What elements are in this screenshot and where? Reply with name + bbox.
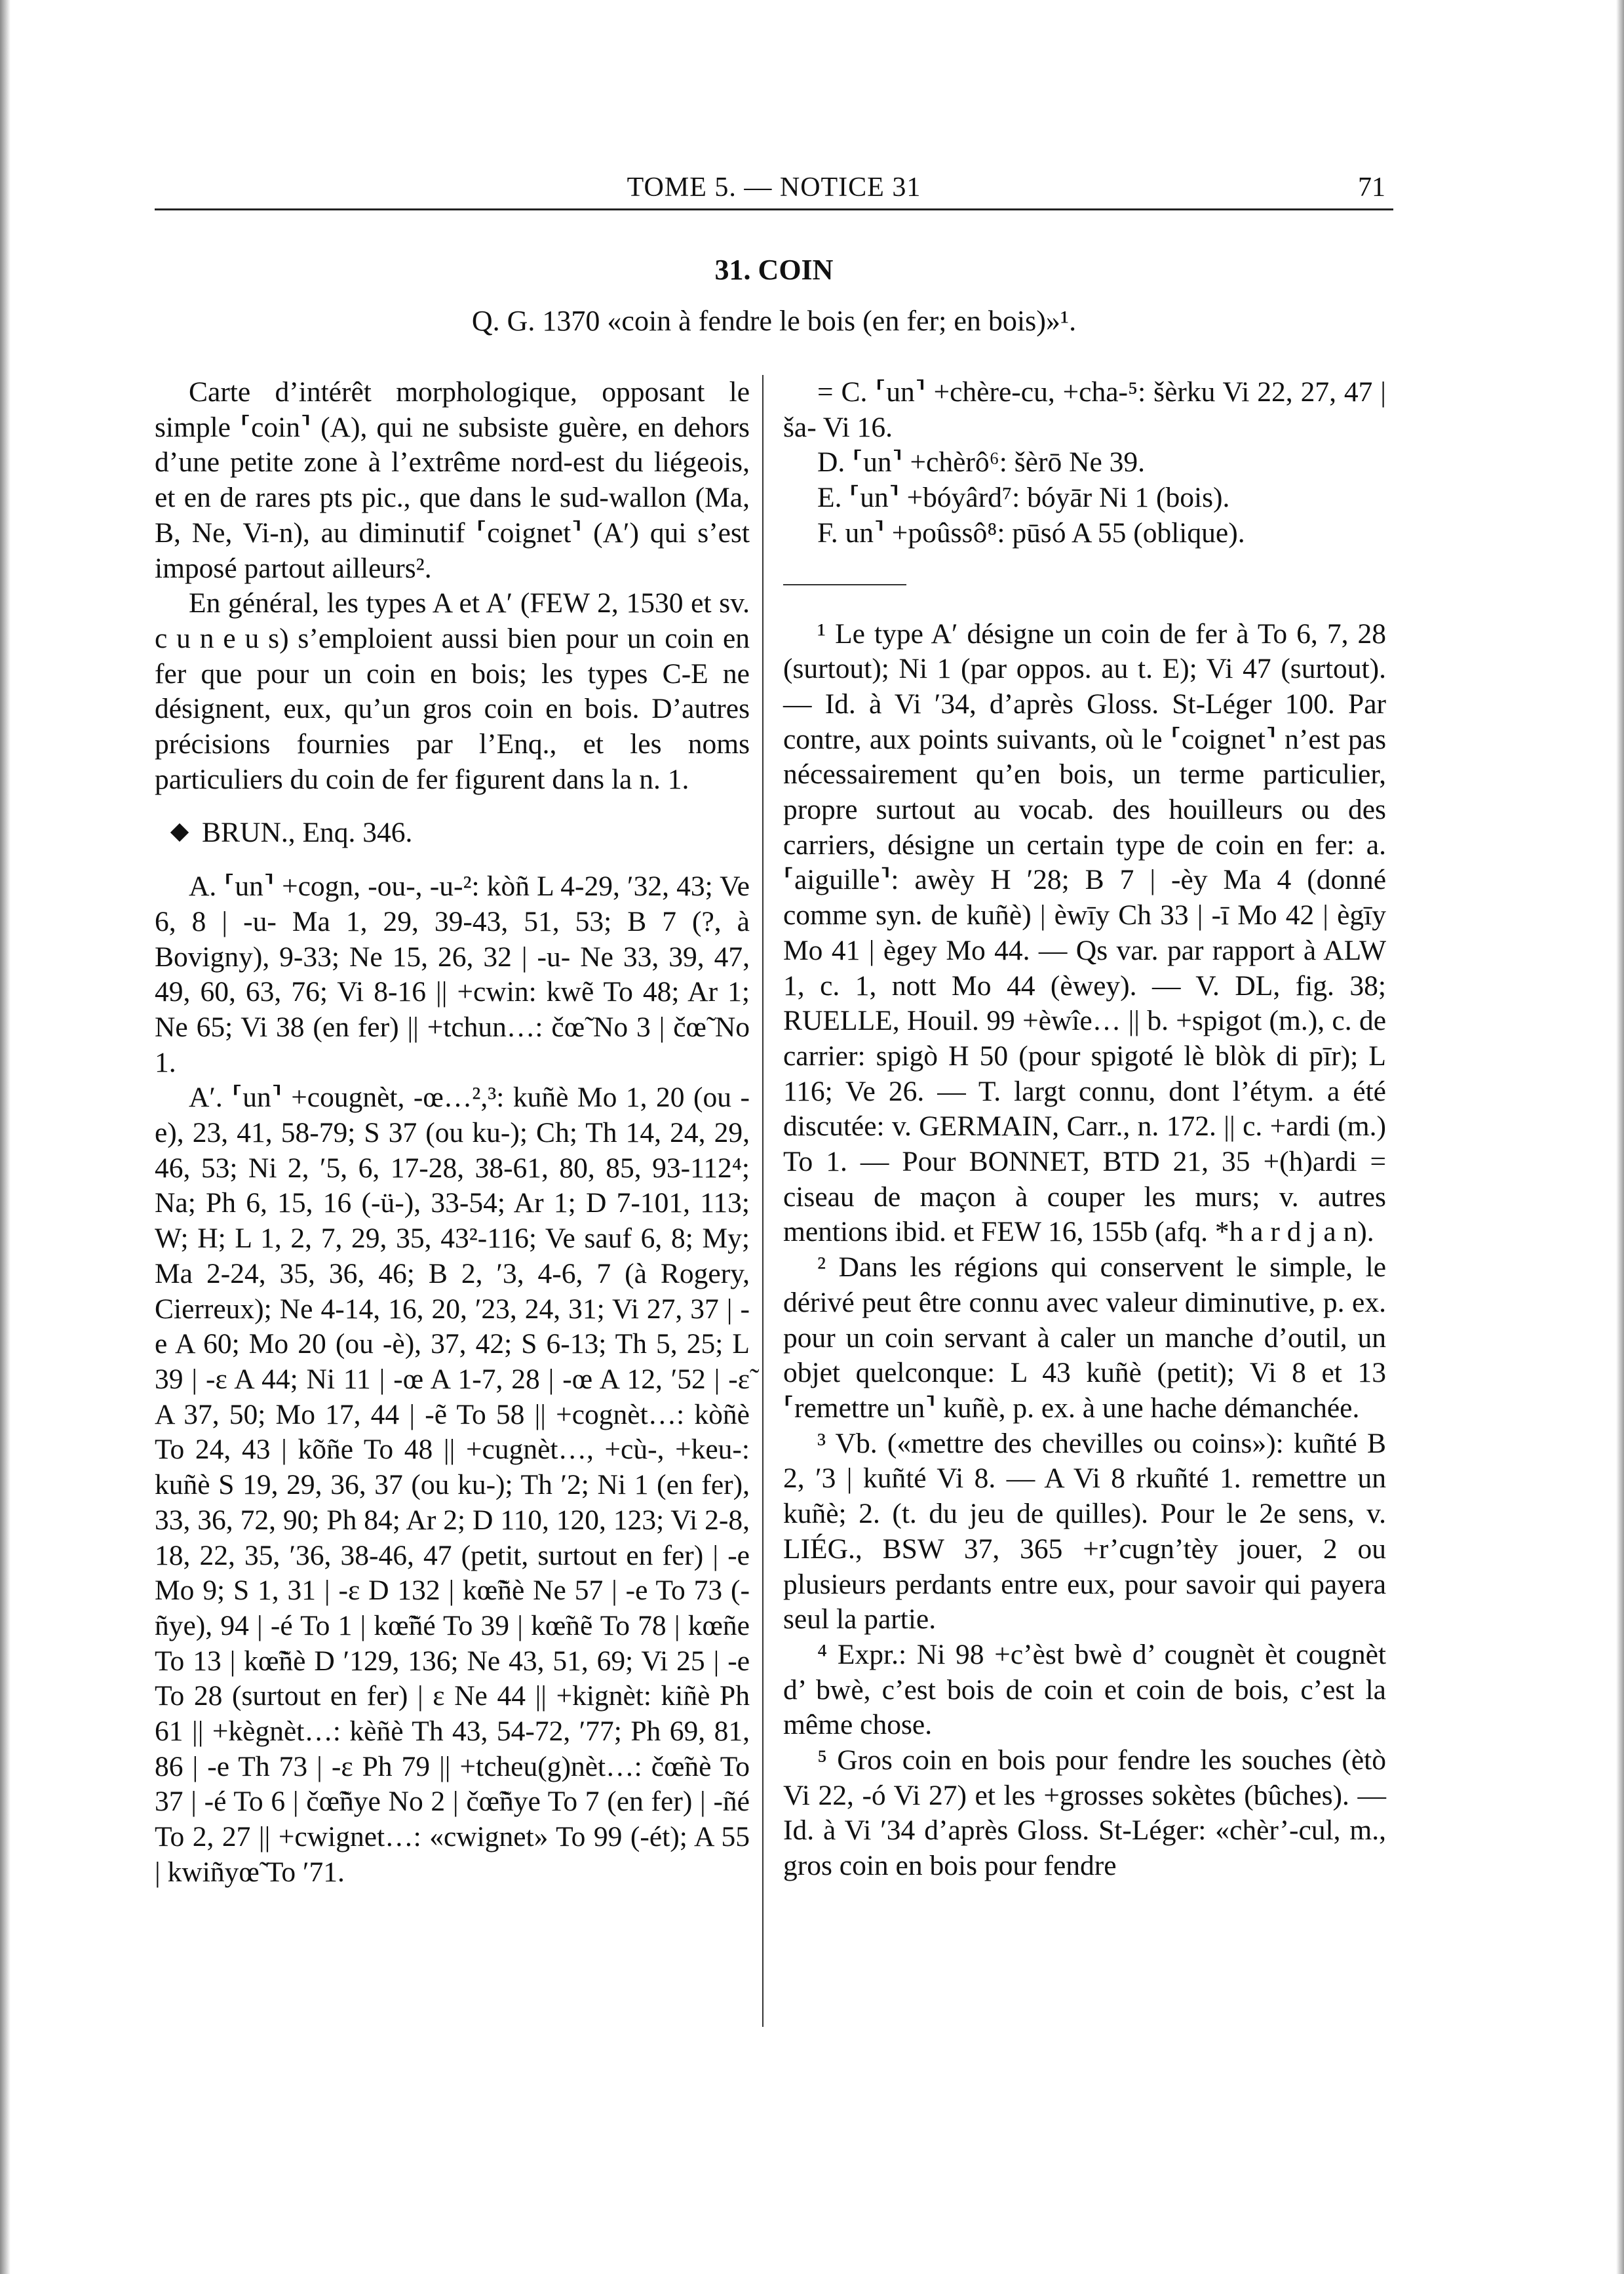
page-number: 71 (1358, 172, 1385, 203)
source-line (155, 815, 750, 851)
scan-edge-right (1616, 0, 1624, 2274)
entry-d: D. ⸢un⸣ +chèrô⁶: šèrō Ne 39. (817, 446, 1146, 479)
column-divider (762, 375, 764, 2027)
entry-e: E. ⸢un⸣ +bóyârd⁷: bóyār Ni 1 (bois). (817, 482, 1230, 514)
footnotes (783, 617, 1386, 1884)
page-header (155, 168, 1393, 207)
entry-a-prime: A′. ⸢un⸣ +cougnèt, -œ…²,³: kuñè Mo 1, 20 (ou -e), 23, 41, 58-79; S 37 (ou ku-); Ch; Th 14, 24, 29, 46, 53; Ni 2, ′5, 6, 17-28, 38-61, 80, 85, 93-112⁴; Na; Ph 6, 15, 16 (-ü-), 33-54; Ar 1; D 7-101, 113; W; H; L 1, 2, 7, 29, 35, 43²-116; Ve sauf 6, 8; My; Ma 2-24, 35, 36, 46; B 2, ′3, 4-6, 7 (à Rogery, Cierreux); Ne 4-14, 16, 20, ′23, 24, 31; Vi 27, 37 | -e A 60; Mo 20 (ou -è), 37, 42; S 6-13; Th 5, 25; L 39 | -ɛ A 44; Ni 11 | -œ A 1-7, 28 | -œ A 12, ′52 | -ɛ̃ A 37, 50; Mo 17, 44 | -ẽ To 58 || +cognèt…: kòñè To 24, 43 | kõñe To 48 || +cugnèt…, +cù-, +keu-: kuñè S 19, 29, 36, 37 (ou ku-); Th ′2; Ni 1 (en fer), 33, 36, 72, 90; Ph 84; Ar 2; D 110, 120, 123; Vi 2-8, 18, 22, 35, ′36, 38-46, 47 (petit, surtout en fer) | -e Mo 9; S 1, 31 | -ɛ D 132 | kœ̃ñè Ne 57 | -e To 73 (-ñye), 94 | -é To 1 | kœ̃ñé To 39 | kœ̃nẽ To 78 | kœñe To 13 | kœ̃ñè D ′129, 136; Ne 43, 51, 69; Vi 25 | -e To 28 (surtout en fer) | ɛ Ne 44 || +kignèt: kiñè Ph 61 || +kègnèt…: kèñè Th 43, 54-72, ′77; Ph 69, 81, 86 | -e Th 73 | -ɛ Ph 79 || +tcheu(g)nèt…: čœ̃nè To 37 | -é To 6 | čœ̃ñye No 2 | čœ̃ñye To 7 (en fer) | -ñé To 2, 27 || +cwignet…: «cwignet» To 99 (-ét); A 55 | kwiñyœ̃ To ′71. (155, 1082, 750, 1888)
footnote-4: ⁴ Expr.: Ni 98 +c’èst bwè d’ cougnèt èt cougnèt d’ bwè, c’est bois de coin et coin de bois, c’est la même chose. (783, 1638, 1386, 1741)
footnote-1: ¹ Le type A′ désigne un coin de fer à To 6, 7, 28 (surtout); Ni 1 (par oppos. au t. E); Vi 47 (surtout). — Id. à Vi ′34, d’après Gloss. St-Léger 100. Par contre, aux points suivants, où le ⸢coignet⸣ n’est pas nécessairement qu’en bois, un terme particulier, propre surtout au vocab. des houilleurs ou des carriers, désigne un certain type de coin en fer: a. ⸢aiguille⸣: awèy H ′28; B 7 | -èy Ma 4 (donné comme syn. de kuñè) | èwīy Ch 33 | -ī Mo 42 | ègīy Mo 41 | ègey Mo 44. — Qs var. par rapport à ALW 1, c. 1, nott Mo 44 (èwey). — V. DL, fig. 38; RUELLE, Houil. 99 +èwîe… || b. +spigot (m.), c. de carrier: spigò H 50 (pour spigoté lè blòk di pīr); L 116; Ve 26. — T. largt connu, dont l’étym. a été discutée: v. GERMAIN, Carr., n. 172. || c. +ardi (m.) To 1. — Pour BONNET, BTD 21, 35 +(h)ardi = ciseau de maçon à couper les murs; v. autres mentions ibid. et FEW 16, 155b (afq. *h a r d j a n). (783, 618, 1386, 1248)
source-text: BRUN., Enq. 346. (202, 817, 413, 849)
article-title: 31. COIN (714, 254, 834, 286)
running-title: TOME 5. — NOTICE 31 (627, 172, 921, 203)
intro-paragraph-2: En général, les types A et A′ (FEW 2, 1530 et sv. c u n e u s) s’emploient aussi bien pour un coin en fer que pour un coin en bois; les types C-E ne désignent, eux, qu’un gros coin en bois. D’autres précisions fournies par l’Enq., et les noms particuliers du coin de fer figurent dans la n. 1. (155, 587, 750, 795)
footnote-2: ² Dans les régions qui conservent le simple, le dérivé peut être connu avec valeur diminutive, p. ex. pour un coin servant à caler un manche d’outil, un objet quelconque: L 43 kuñè (petit); Vi 8 et 13 ⸢remettre un⸣ kuñè, p. ex. à une hache démanchée. (783, 1251, 1386, 1424)
entry-c: = C. ⸢un⸣ +chère-cu, +cha-⁵: šèrku Vi 22, 27, 47 | ša- Vi 16. (783, 376, 1386, 443)
article-subtitle: Q. G. 1370 «coin à fendre le bois (en fer; en bois)»¹. (471, 305, 1077, 337)
entry-f: F. un⸣ +poûssô⁸: pūsó A 55 (oblique). (817, 517, 1245, 549)
scan-edge-left (0, 0, 10, 2274)
header-rule (155, 208, 1393, 210)
footnote-rule (783, 584, 906, 585)
entry-a: A. ⸢un⸣ +cogn, -ou-, -u-²: kòñ L 4-29, ′32, 43; Ve 6, 8 | -u- Ma 1, 29, 39-43, 51, 53; B 7 (?, à Bovigny), 9-33; Ne 15, 26, 32 | -u- Ne 33, 39, 47, 49, 60, 63, 76; Vi 8-16 || +cwin: kwẽ To 48; Ar 1; Ne 65; Vi 38 (en fer) || +tchun…: čœ̃ No 3 | čœ̃ No 1. (155, 871, 750, 1078)
intro-paragraph-1: Carte d’intérêt morphologique, opposant le simple ⸢coin⸣ (A), qui ne subsiste guère, en dehors d’une petite zone à l’extrême nord-est du liégeois, et en de rares pts pic., que dans le sud-wallon (Ma, B, Ne, Vi-n), au diminutif ⸢coignet⸣ (A′) qui s’est imposé partout ailleurs². (155, 376, 750, 584)
right-column (783, 375, 1386, 1884)
footnote-5: ⁵ Gros coin en bois pour fendre les souches (ètò Vi 22, -ó Vi 27) et les +grosses sokètes (bûches). — Id. à Vi ′34 d’après Gloss. St-Léger: «chèr’-cul, m., gros coin en bois pour fendre (783, 1744, 1386, 1882)
diamond-bullet-icon (170, 823, 189, 842)
footnote-3: ³ Vb. («mettre des chevilles ou coins»): kuñté B 2, ′3 | kuñté Vi 8. — A Vi 8 rkuñté 1. remettre un kuñè; 2. (t. du jeu de quilles). Pour le 2e sens, v. LIÉG., BSW 37, 365 +r’cugn’tèy jouer, 2 ou plusieurs perdants entre eux, pour savoir qui payera seul la partie. (783, 1427, 1386, 1636)
left-column (155, 375, 750, 1891)
